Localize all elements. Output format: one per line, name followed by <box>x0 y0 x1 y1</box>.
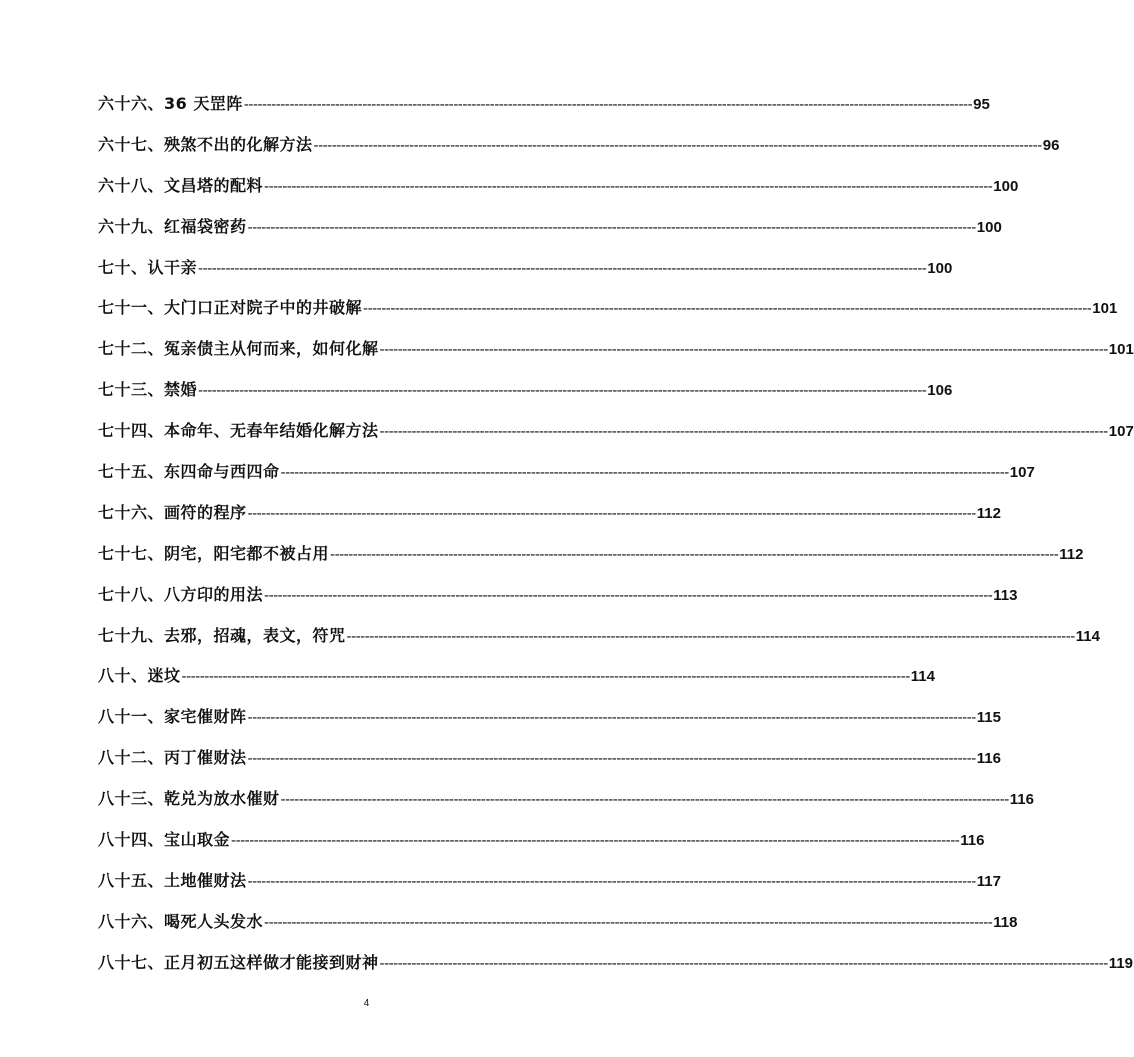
toc-entry <box>98 541 1084 582</box>
toc-entry <box>98 336 1134 377</box>
toc-entry-title: 八十一、家宅催财阵 <box>98 707 247 727</box>
toc-entry <box>98 868 1001 909</box>
toc-entry <box>98 295 1118 336</box>
toc-entry-title: 八十、迷坟 <box>98 666 181 686</box>
toc-dot-leader: ---------------------------------------------------------------------------------------------------------------------------------------------------------------- <box>379 424 1108 441</box>
toc-dot-leader: ---------------------------------------------------------------------------------------------------------------------------------------------------------------- <box>247 873 976 890</box>
toc-dot-leader: ---------------------------------------------------------------------------------------------------------------------------------------------------------------- <box>247 751 976 768</box>
toc-entry <box>98 950 1133 991</box>
toc-entry <box>98 909 1018 950</box>
toc-entry-page: 101 <box>1108 341 1134 359</box>
toc-entry-title: 八十四、宝山取金 <box>98 830 231 850</box>
toc-dot-leader: ---------------------------------------------------------------------------------------------------------------------------------------------------------------- <box>264 914 993 931</box>
toc-entry-page: 107 <box>1009 464 1035 482</box>
toc-entry <box>98 459 1035 500</box>
toc-entry-page: 115 <box>976 709 1001 727</box>
toc-entry-page: 107 <box>1108 423 1134 441</box>
toc-entry <box>98 214 1002 255</box>
toc-entry-page: 114 <box>910 668 935 686</box>
toc-entry-title: 七十七、阴宅，阳宅都不被占用 <box>98 543 330 563</box>
toc-dot-leader: ---------------------------------------------------------------------------------------------------------------------------------------------------------------- <box>379 955 1108 972</box>
toc-entry-title: 八十六、喝死人头发水 <box>98 911 264 931</box>
toc-dot-leader: ---------------------------------------------------------------------------------------------------------------------------------------------------------------- <box>346 628 1075 645</box>
toc-dot-leader: ---------------------------------------------------------------------------------------------------------------------------------------------------------------- <box>247 219 976 236</box>
toc-entry-title: 六十八、文昌塔的配料 <box>98 175 264 195</box>
toc-dot-leader: ---------------------------------------------------------------------------------------------------------------------------------------------------------------- <box>247 710 976 727</box>
toc-entry-page: 116 <box>960 832 985 850</box>
toc-entry <box>98 418 1134 459</box>
toc-entry <box>98 704 1001 745</box>
toc-entry-title: 七十九、去邪，招魂，表文，符咒 <box>98 625 346 645</box>
toc-entry <box>98 786 1034 827</box>
toc-dot-leader: ---------------------------------------------------------------------------------------------------------------------------------------------------------------- <box>280 792 1009 809</box>
toc-entry-title: 七十二、冤亲债主从何而来，如何化解 <box>98 339 379 359</box>
toc-dot-leader: ---------------------------------------------------------------------------------------------------------------------------------------------------------------- <box>198 260 927 277</box>
toc-entry-title: 八十二、丙丁催财法 <box>98 748 247 768</box>
toc-entry-title: 七十、认干亲 <box>98 257 198 277</box>
toc-dot-leader: ---------------------------------------------------------------------------------------------------------------------------------------------------------------- <box>198 383 927 400</box>
toc-entry-title: 七十四、本命年、无春年结婚化解方法 <box>98 421 379 441</box>
toc-entry <box>98 255 953 296</box>
toc-entry <box>98 500 1001 541</box>
toc-entry-title: 七十五、东四命与西四命 <box>98 462 280 482</box>
toc-entry-title: 六十七、殃煞不出的化解方法 <box>98 134 313 154</box>
toc-entry-page: 116 <box>1009 791 1034 809</box>
toc-entry-title: 六十六、36 天罡阵 <box>98 94 243 113</box>
toc-entry-page: 117 <box>976 872 1001 890</box>
toc-dot-leader: ---------------------------------------------------------------------------------------------------------------------------------------------------------------- <box>379 342 1108 359</box>
toc-entry-title: 六十九、红福袋密药 <box>98 216 247 236</box>
toc-entry-page: 113 <box>993 586 1018 604</box>
toc-entry <box>98 582 1018 623</box>
toc-entry <box>98 173 1019 214</box>
toc-dot-leader: ---------------------------------------------------------------------------------------------------------------------------------------------------------------- <box>280 465 1009 482</box>
toc-entry-title: 七十六、画符的程序 <box>98 502 247 522</box>
toc-entry-title: 八十七、正月初五这样做才能接到财神 <box>98 952 379 972</box>
toc-dot-leader: ---------------------------------------------------------------------------------------------------------------------------------------------------------------- <box>330 546 1059 563</box>
toc-entry-page: 100 <box>927 259 953 277</box>
toc-dot-leader: ---------------------------------------------------------------------------------------------------------------------------------------------------------------- <box>181 669 910 686</box>
toc-entry-page: 114 <box>1075 627 1100 645</box>
table-of-contents <box>98 91 1134 991</box>
toc-entry-page: 118 <box>993 913 1018 931</box>
toc-entry <box>98 623 1100 664</box>
toc-dot-leader: ---------------------------------------------------------------------------------------------------------------------------------------------------------------- <box>243 97 973 113</box>
toc-dot-leader: ---------------------------------------------------------------------------------------------------------------------------------------------------------------- <box>264 178 993 195</box>
toc-entry-page: 95 <box>973 96 990 113</box>
toc-entry-page: 106 <box>927 382 953 400</box>
toc-entry <box>98 663 935 704</box>
toc-entry-title: 八十五、土地催财法 <box>98 870 247 890</box>
toc-entry-page: 119 <box>1108 954 1133 972</box>
toc-entry <box>98 745 1001 786</box>
toc-entry-page: 101 <box>1092 300 1118 318</box>
toc-entry-page: 100 <box>976 218 1002 236</box>
toc-entry <box>98 827 985 868</box>
toc-entry <box>98 91 990 132</box>
toc-entry-page: 116 <box>976 750 1001 768</box>
toc-entry-page: 100 <box>993 177 1019 195</box>
toc-dot-leader: ---------------------------------------------------------------------------------------------------------------------------------------------------------------- <box>247 505 976 522</box>
toc-entry-page: 112 <box>976 504 1001 522</box>
toc-entry-page: 112 <box>1059 545 1084 563</box>
toc-dot-leader: ---------------------------------------------------------------------------------------------------------------------------------------------------------------- <box>363 301 1092 318</box>
toc-entry-page: 96 <box>1042 136 1060 154</box>
toc-entry-title: 七十八、八方印的用法 <box>98 584 264 604</box>
toc-entry-title: 七十一、大门口正对院子中的井破解 <box>98 298 363 318</box>
toc-entry-title: 八十三、乾兑为放水催财 <box>98 789 280 809</box>
toc-entry-title: 七十三、禁婚 <box>98 380 198 400</box>
toc-dot-leader: ---------------------------------------------------------------------------------------------------------------------------------------------------------------- <box>231 833 960 850</box>
toc-entry <box>98 132 1060 173</box>
toc-entry <box>98 377 953 418</box>
page-number: 4 <box>363 998 370 1009</box>
toc-dot-leader: ---------------------------------------------------------------------------------------------------------------------------------------------------------------- <box>313 137 1042 154</box>
toc-dot-leader: ---------------------------------------------------------------------------------------------------------------------------------------------------------------- <box>264 587 993 604</box>
